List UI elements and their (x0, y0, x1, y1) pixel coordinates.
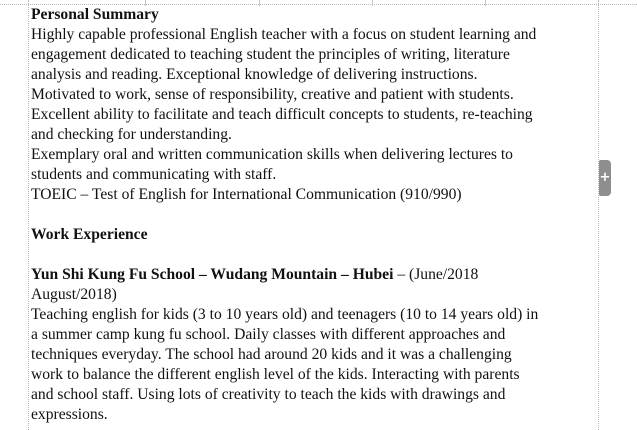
section-heading-personal-summary: Personal Summary (31, 6, 159, 23)
summary-line: TOEIC – Test of English for International Communication (910/990) (31, 186, 462, 203)
summary-line: analysis and reading. Exceptional knowledge of delivering instructions. (31, 66, 478, 83)
summary-line: Excellent ability to facilitate and teach difficult concepts to students, re-teaching (31, 106, 533, 123)
document-body[interactable] (31, 5, 603, 425)
summary-line: Highly capable professional English teacher with a focus on student learning and (31, 26, 537, 43)
job-description-line: work to balance the different english level of the kids. Interacting with parents (31, 366, 520, 383)
job-description-line: and school staff. Using lots of creativity to teach the kids with drawings and (31, 386, 506, 403)
job-description-line: a summer camp kung fu school. Daily classes with different approaches and (31, 326, 506, 343)
summary-line: Exemplary oral and written communication skills when delivering lectures to (31, 146, 513, 163)
expand-handle-button[interactable] (599, 160, 611, 196)
job-description-line: Teaching english for kids (3 to 10 years old) and teenagers (10 to 14 years old) in (31, 306, 539, 323)
job-dates-continued: August/2018) (31, 286, 117, 303)
summary-line: and checking for understanding. (31, 126, 232, 143)
job-dates: – (June/2018 (393, 266, 479, 283)
page-left-margin-guide (28, 0, 29, 430)
section-heading-work-experience: Work Experience (31, 226, 148, 243)
summary-line: engagement dedicated to teaching student the principles of writing, literature (31, 46, 510, 63)
summary-line: Motivated to work, sense of responsibility, creative and patient with students. (31, 86, 514, 103)
job-header (31, 265, 603, 285)
job-description-line: expressions. (31, 406, 108, 423)
job-description-line: techniques everyday. The school had around 20 kids and it was a challenging (31, 346, 512, 363)
plus-icon: + (599, 170, 611, 185)
job-title: Yun Shi Kung Fu School – Wudang Mountain – Hubei (31, 266, 394, 283)
summary-line: students and communicating with staff. (31, 166, 277, 183)
paragraph-spacer (31, 205, 603, 225)
paragraph-spacer (31, 245, 603, 265)
